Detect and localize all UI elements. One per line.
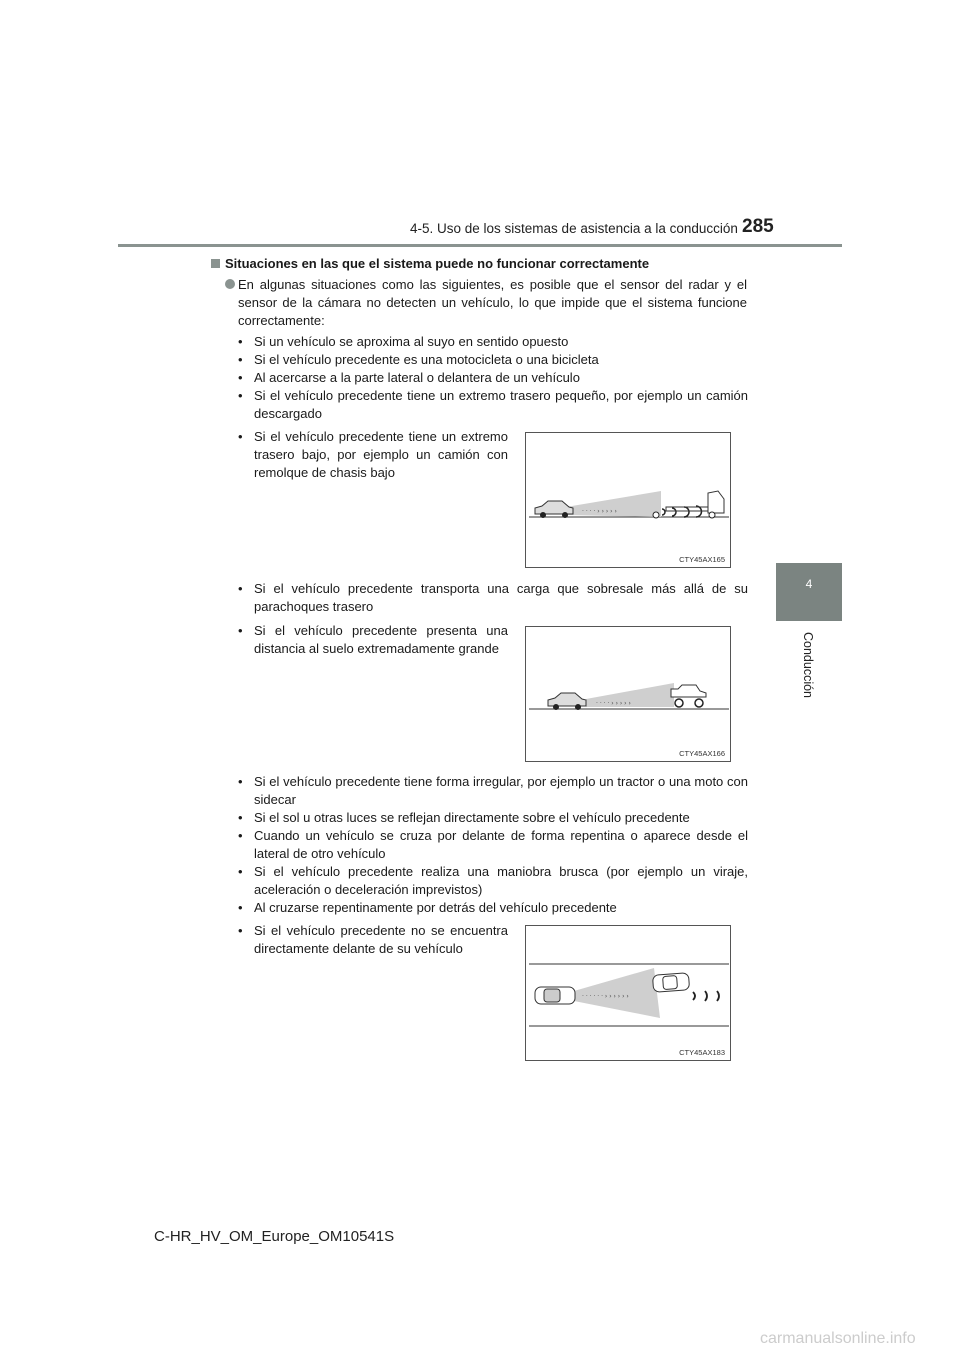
list-item: • Al acercarse a la parte lateral o delantera de un vehículo [238,370,580,385]
list-item: • Si el sol u otras luces se reflejan directamente sobre el vehículo precedente [238,810,690,825]
header-section-title: 4-5. Uso de los sistemas de asistencia a la conducción [410,221,738,236]
figure-code: CTY45AX165 [679,555,725,564]
list-item: • Si un vehículo se aproxima al suyo en sentido opuesto [238,334,569,349]
footer-doc-id: C-HR_HV_OM_Europe_OM10541S [154,1228,395,1245]
chapter-number: 4 [805,577,813,591]
list-item: • Cuando un vehículo se cruza por delante de forma repentina o aparece desde el lateral de otro vehículo [238,828,748,861]
chapter-tab [776,563,842,621]
figure-high-clearance-vehicle [525,626,731,762]
svg-text:· · · · · · › › › › › ›: · · · · · · › › › › › › [582,993,629,1000]
header-divider [118,244,842,247]
list-item: • Si el vehículo precedente tiene un extremo trasero pequeño, por ejemplo un camión descargado [238,388,748,421]
list-item: • Si el vehículo precedente no se encuentra directamente delante de su vehículo [238,923,508,956]
list-item: • Si el vehículo precedente tiene un extremo trasero bajo, por ejemplo un camión con remolque de chasis bajo [238,429,508,480]
list-item: • Si el vehículo precedente transporta una carga que sobresale más allá de su parachoques trasero [238,581,748,614]
list-item: • Al cruzarse repentinamente por detrás del vehículo precedente [238,900,617,915]
list-item: • Si el vehículo precedente realiza una maniobra brusca (por ejemplo un viraje, aceleración o deceleración imprevistos) [238,864,748,897]
watermark: carmanualsonline.info [760,1330,916,1347]
intro-bullet [225,276,747,330]
chapter-label [775,630,841,700]
list-item: • Si el vehículo precedente es una motocicleta o una bicicleta [238,352,599,367]
square-marker-icon [211,259,220,268]
figure-offset-vehicle [525,925,731,1061]
list-item: • Si el vehículo precedente tiene forma irregular, por ejemplo un tractor o una moto con sidecar [238,774,748,807]
figure-low-rear-truck [525,432,731,568]
chapter-label-text: Conducción [801,631,815,699]
intro-bullet-text: En algunas situaciones como las siguientes, es posible que el sensor del radar y el sensor de la cámara no detecten un vehículo, lo que impide que el sistema funcione correctamente: [238,277,747,328]
round-bullet-icon [225,279,235,289]
figure-code: CTY45AX183 [679,1048,725,1057]
figure-code: CTY45AX166 [679,749,725,758]
svg-text:· · · · › › › › ›: · · · · › › › › › [596,700,631,707]
section-title [211,256,649,271]
page-number: 285 [742,216,774,237]
list-item: • Si el vehículo precedente presenta una distancia al suelo extremadamente grande [238,623,508,656]
section-title-text: Situaciones en las que el sistema puede no funcionar correctamente [225,256,650,271]
svg-text:· · · · › › › › ›: · · · · › › › › › [582,508,617,515]
